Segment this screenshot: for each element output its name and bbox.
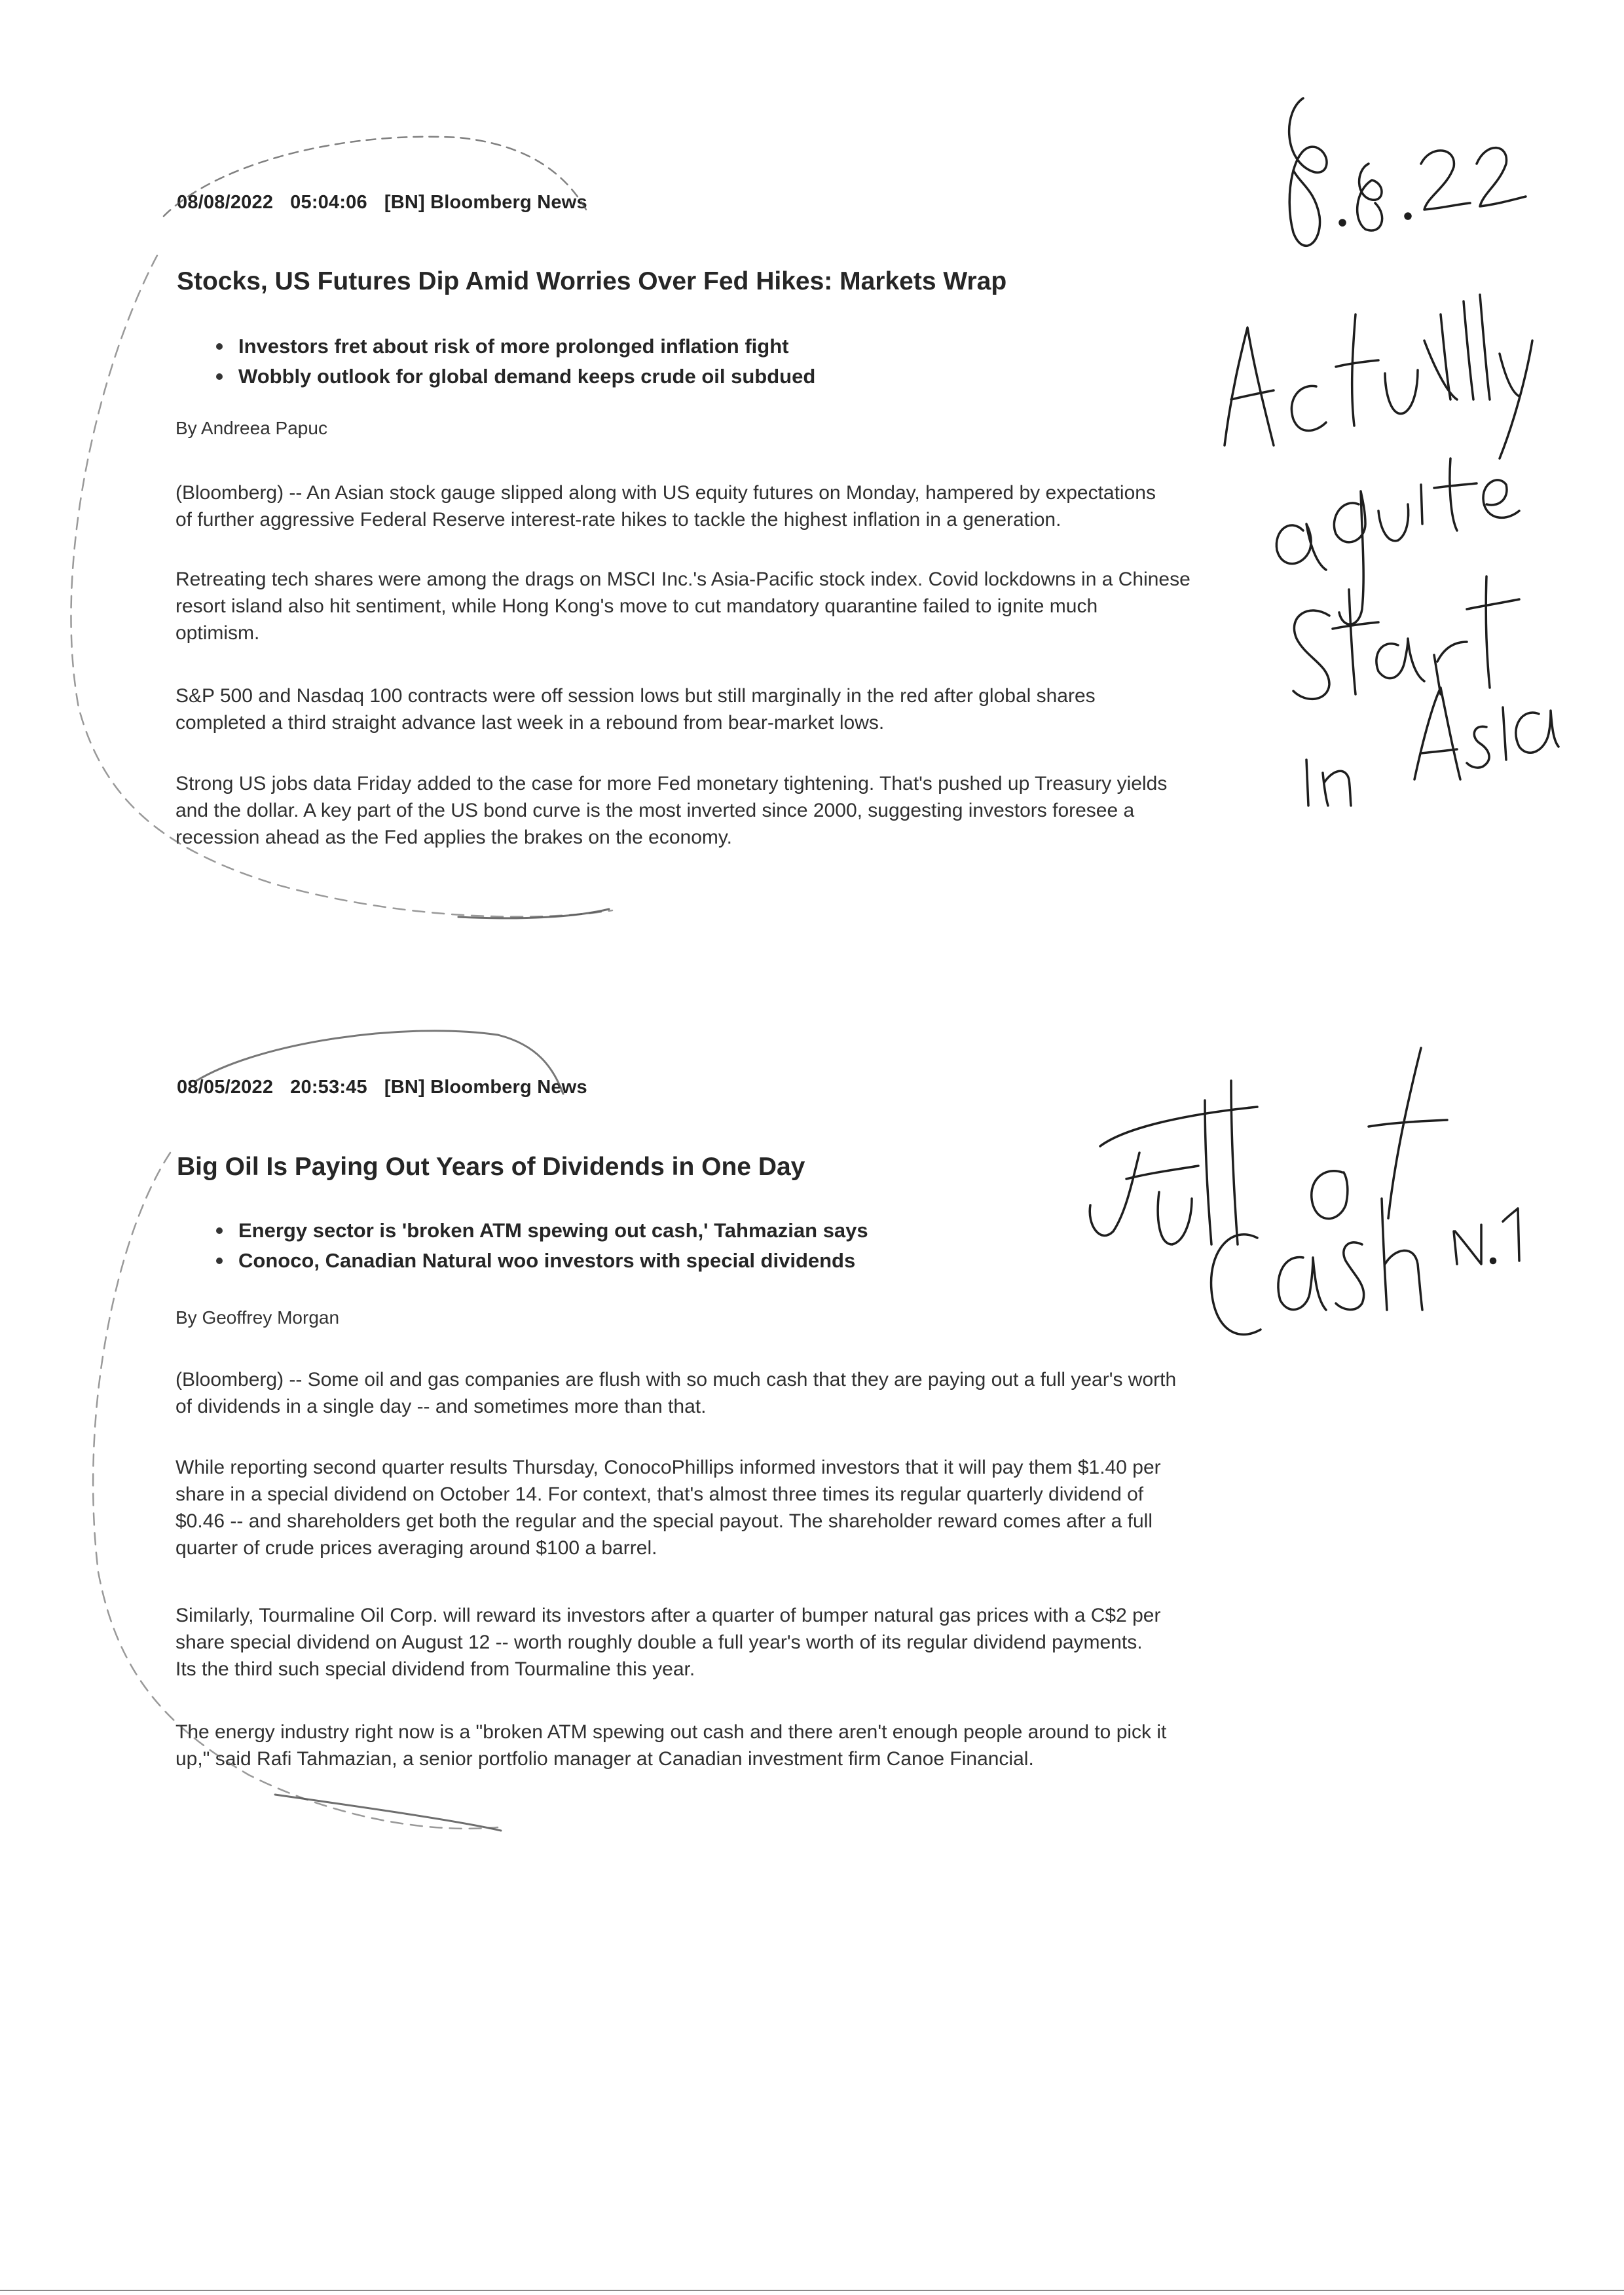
text-line: share special dividend on August 12 -- worth roughly double a full year's worth of its regular dividend payments. [175, 1632, 1143, 1653]
article-2-date: 08/05/2022 [177, 1077, 274, 1098]
article-2-headline: Big Oil Is Paying Out Years of Dividends in One Day [177, 1153, 805, 1181]
note-line [1087, 1060, 1532, 1072]
text-line: Retreating tech shares were among the drags on MSCI Inc.'s Asia-Pacific stock index. Covid lockdowns in a Chinese [175, 569, 1190, 590]
text-line: completed a third straight advance last week in a rebound from bear-market lows. [175, 712, 885, 734]
note-line [1087, 1072, 1532, 1083]
article-2-bullet: Energy sector is 'broken ATM spewing out cash,' Tahmazian says [216, 1216, 1133, 1246]
text-line: Similarly, Tourmaline Oil Corp. will reward its investors after a quarter of bumper natural gas prices with a C$2 per [175, 1605, 1161, 1626]
article-2-bullets [175, 1216, 1133, 1276]
article-2-meta [177, 1077, 766, 1098]
text-line: S&P 500 and Nasdaq 100 contracts were off session lows but still marginally in the red after global shares [175, 685, 1096, 707]
article-1-bullet: Wobbly outlook for global demand keeps crude oil subdued [216, 362, 1133, 392]
text-line: quarter of crude prices averaging around $100 a barrel. [175, 1537, 657, 1559]
text-line: recession ahead as the Fed applies the brakes on the economy. [175, 827, 732, 848]
text-line: While reporting second quarter results Thursday, ConocoPhillips informed investors that it will pay them $1.40 per [175, 1457, 1161, 1478]
note-line [1218, 307, 1559, 318]
pencil-bracket-1-end [458, 909, 609, 918]
note-line [1087, 1048, 1532, 1060]
text-line: of dividends in a single day -- and sometimes more than that. [175, 1396, 707, 1417]
article-1-paragraph [175, 770, 1167, 851]
article-2-bullet: Conoco, Canadian Natural woo investors with special dividends [216, 1246, 1133, 1276]
text-line: of further aggressive Federal Reserve interest-rate hikes to tackle the highest inflation in a generation. [175, 509, 1061, 531]
text-line: up," said Rafi Tahmazian, a senior portfolio manager at Canadian investment firm Canoe Financial. [175, 1748, 1034, 1770]
text-line: The energy industry right now is a "broken ATM spewing out cash and there aren't enough people around to pick it [175, 1721, 1167, 1743]
note-line [1218, 295, 1559, 307]
article-2-paragraph [175, 1454, 1161, 1561]
article-2-paragraph [175, 1366, 1176, 1420]
article-1-bullets [175, 331, 1133, 392]
text-line: optimism. [175, 622, 260, 644]
article-2-paragraph [175, 1602, 1160, 1683]
text-line: $0.46 -- and shareholders get both the regular and the special payout. The shareholder reward comes after a full [175, 1510, 1153, 1532]
article-2-time: 20:53:45 [290, 1077, 367, 1098]
article-1-byline: By Andreea Papuc [175, 418, 327, 438]
article-2-source: [BN] Bloomberg News [384, 1077, 587, 1098]
article-2-paragraph [175, 1719, 1166, 1772]
pencil-bracket-2-end [275, 1795, 501, 1831]
note-line [1218, 318, 1559, 330]
article-1-time: 05:04:06 [290, 192, 367, 213]
article-1-paragraph [175, 566, 1190, 646]
text-line: (Bloomberg) -- Some oil and gas companies are flush with so much cash that they are paying out a full year's worth [175, 1369, 1177, 1390]
scan-edge-line [0, 2290, 1624, 2291]
article-1-headline: Stocks, US Futures Dip Amid Worries Over Fed Hikes: Markets Wrap [177, 267, 1007, 295]
text-line: (Bloomberg) -- An Asian stock gauge slipped along with US equity futures on Monday, hampered by expectations [175, 482, 1156, 504]
note-line [1218, 330, 1559, 342]
text-line: resort island also hit sentiment, while Hong Kong's move to cut mandatory quarantine failed to ignite much [175, 595, 1098, 617]
text-line: Its the third such special dividend from Tourmaline this year. [175, 1658, 695, 1680]
article-1-meta [177, 192, 766, 214]
article-1-paragraph [175, 479, 1156, 533]
handwritten-date-text [1277, 92, 1306, 103]
text-line: Strong US jobs data Friday added to the case for more Fed monetary tightening. That's pushed up Treasury yields [175, 773, 1168, 794]
text-line: share in a special dividend on October 14. For context, that's almost three times its regular quarterly dividend of [175, 1483, 1144, 1505]
article-1-source: [BN] Bloomberg News [384, 192, 587, 213]
text-line: and the dollar. A key part of the US bond curve is the most inverted since 2000, suggesting investors foresee a [175, 800, 1135, 821]
article-2-byline: By Geoffrey Morgan [175, 1307, 340, 1328]
article-1-bullet: Investors fret about risk of more prolonged inflation fight [216, 331, 1133, 362]
article-1-paragraph [175, 682, 1096, 736]
article-1-date: 08/08/2022 [177, 192, 274, 213]
